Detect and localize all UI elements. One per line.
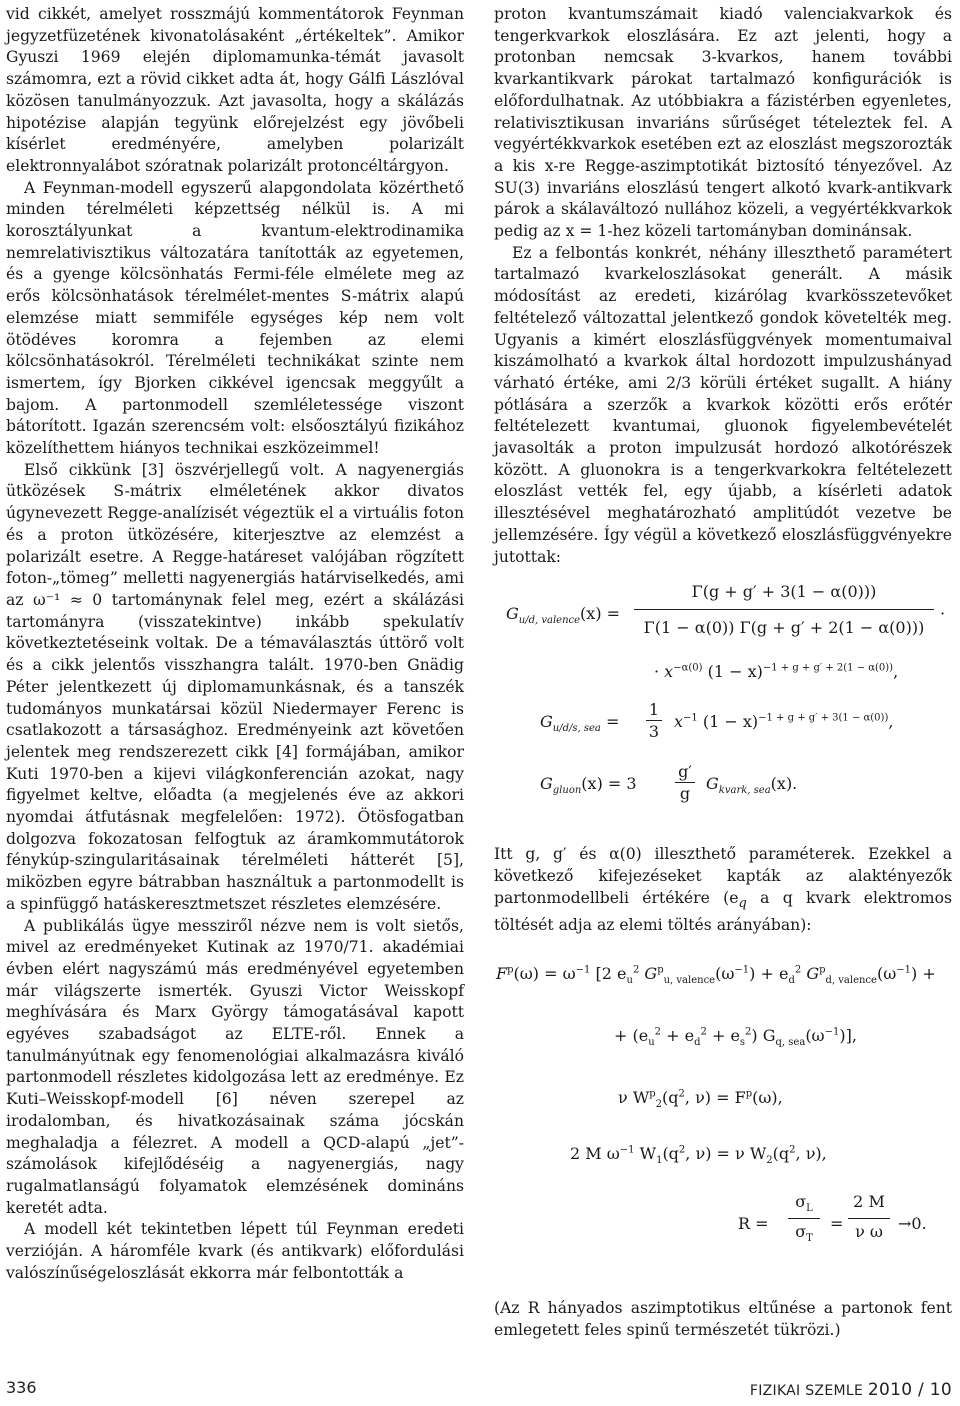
fraction-numerator: 2 M (853, 1192, 885, 1212)
fraction-denominator: ν ω (855, 1222, 883, 1242)
equation-line: + $(e_u^2 + e_d^2 + e_s^2)$ $G_{q, sea}(\omega^{-1})$], (614, 1026, 857, 1049)
equation-tail: →0. (898, 1214, 927, 1234)
equation-lhs: R = (738, 1214, 769, 1234)
paragraph: Ez a felbontás konkrét, néhány illeszthető paramétert tartalmazó kvarkeloszlásokat generált. A másik módosítást az eredeti, kizárólag kvarkösszetevőket feltételező változattal jelentkező gondok követelték meg. Ugyanis a kimért eloszlásfüggvények momentumaival kiszámolható a kvarkok által hordozott impulzushányad várható értéke, ami 2/3 körüli értéket sugallt. A hiány pótlására a szerzők a kvarkok közötti erős erőtér feltételezett kvantumai, gluonok figyelembevételét javasolták a proton impulzusát hordozó alkotórészek között. A gluonokra is a tengerkvarkokra feltételezett eloszlást vették fel, egy újabb, a kísérleti adatok illesztésével meghatározható amplitúdót vezetve be jellemzésére. Így végül a következő eloszlásfüggvényekre jutottak: (494, 243, 952, 566)
paragraph: A modell két tekintetben lépett túl Feynman eredeti verzióján. A háromféle kvark (és antikvark) előfordulási valószínűségeloszlását ekkorra már felbontották a (6, 1220, 464, 1282)
equation-lhs: $G_{gluon}(x) = 3$ (540, 774, 637, 797)
left-column (6, 4, 464, 1284)
equation-line: · $x^{-\alpha(0)}$ $(1 - x)^{-1 + g + g' + 2(1 - \alpha(0))}$, (654, 662, 899, 682)
page-number: 336 (6, 1378, 37, 1397)
page-footer (0, 1378, 960, 1404)
right-column (494, 4, 952, 1342)
paragraph: proton kvantumszámait kiadó valenciakvarkok és tengerkvarkok eloszlására. Ez azt jelenti, hogy a protonban nemcsak 3-kvarkos, hanem további kvarkantikvark párokat tartalmazó konfigurációk is előfordulhatnak. Az utóbbiakra a fázistérben egyenletes, relativisztikusan invariáns sűrűséget tételeztek fel. A vegyértékkvarkok esetében ezt az eloszlást megszorozták a kis x-re Regge-aszimptotikát biztosító tényezővel. Az SU(3) invariáns eloszlású tengert alkotó kvark-antikvark párok a skálaváltozó nullához közeli, a vegyértékkvarkok pedig az x = 1-hez közeli tartományban dominánsak. (494, 5, 952, 241)
fraction-denominator: g (679, 784, 691, 804)
paragraph: Első cikkünk [3] öszvérjellegű volt. A nagyenergiás ütközések S-mátrix elméletének akkor divatos úgynevezett Regge-analízisét végeztük el a virtuális foton és a proton ütközésére, kiterjesztve az elemzést a polarizált esetre. A Regge-határeset valójában rögzített foton-„tömeg” melletti nagyenergiás határviselkedés, ami az ω⁻¹ ≈ 0 tartománynak felel meg, ezért a skálázási tartományra (visszatekintve) inkább spekulatív következtetéseink voltak. De a témaválasztás úttörő volt és a cikk jelentős visszhangra talált. 1970-ben Gnädig Péter jelentkezett új diplomamunkásnak, és a tanszék tudományos munkatársai közül Niedermayer Ferenc is csatlakozott a társasághoz. Eredményeink azt követően jelentek meg rendszerezett cikk [4] formájában, amikor Kuti 1970-ben a kijevi világkonferencián azokat, nagy figyelmet keltve, előadta (a megjelenés éve az akkori nyomdai átfutásnak megfelelően: 1972). Ötösfogatban dolgozva fokozatosan felfogtuk az áramkommutátorok fénykúp-szingularitásainak térelméleti hátterét [5], miközben egyre bátrabban használtuk a partonmodellt is a spinfüggő hatáskeresztmetszet részletes elemzésére. (6, 460, 464, 913)
fraction-denominator: $\sigma_T$ (795, 1222, 813, 1245)
journal-name: FIZIKAI SZEMLE 2010 / 10 (749, 1380, 952, 1400)
fraction-bar (675, 782, 695, 783)
journal-issue: 2010 / 10 (867, 1380, 952, 1400)
paragraph: Itt g, g′ és α(0) illeszthető paraméterek. Ezekkel a következő kifejezéseket kapták az alaktényezők partonmodellbeli értékére ($e_q$ a q kvark elektromos töltését adja az elemi töltés arányában): (494, 845, 952, 934)
equation-lhs: $G_{u/d, valence}(x)$ = (506, 604, 621, 627)
form-factor-equations (494, 948, 952, 1326)
equation-line: ν $W^p_2(q^2$, $\nu) = F^p(\omega)$, (618, 1088, 783, 1111)
fraction-bar (634, 609, 934, 610)
fraction-bar (646, 720, 662, 721)
paragraph: A Feynman-modell egyszerű alapgondolata közérthető minden térelméleti képzettség nélkül is. A mi korosztályunkat a kvantum-elektrodinamika nemrelativisztikus változatára tanították az egyetemen, és a gyenge kölcsönhatás Fermi-féle elmélete meg az erős kölcsönhatások térelmélet-mentes S-mátrix alapú elemzése miatt semmiféle egységes kép nem volt ötödéves koromra a fejemben az elemi kölcsönhatásokról. Térelméleti technikákat szinte nem ismertem, így Bjorken cikkével igencsak meggyűlt a bajom. A partonmodell szemléletessége viszont bátorított. Igazán szerencsém volt: elsőosztályú fizikához közelíthettem hiányos technikai eszközeimmel! (6, 178, 464, 458)
fraction-numerator: g′ (678, 762, 692, 782)
paragraph: A publikálás ügye messziről nézve nem is volt sietős, mivel az eredményeket Kutinak az 1970/71. akadémiai évben elért nagyszámú más eredményével egyetemben már világszerte ismerték. Gyuszi Victor Weisskopf meghívására és Marx György támogatásával kapott egyéves szabadságot az ELTE-ről. Ennek a tanulmányútnak egy fenomenológiai alkalmazásra kiváló partonmodell részletes kidolgozása lett az eredménye. Ez Kuti–Weisskopf-modell [6] néven szerepel az irodalomban, és hivatkozásainak száma jócskán meghaladja a félezret. A modell a QCD-alapú „jet”-számolások kifejlődéséig a nagyenergiás, nagy rugalmatlanságú folyamatok elemzésének domináns keretét adta. (6, 916, 464, 1217)
fraction-denominator: Γ(1 − α(0)) Γ(g + g′ + 2(1 − α(0))) (643, 618, 925, 638)
equation-sign: = (830, 1214, 844, 1234)
distribution-equations (494, 578, 952, 830)
fraction-denominator: 3 (648, 722, 660, 742)
fraction-numerator: $\sigma_L$ (795, 1192, 813, 1215)
fraction-numerator: Γ(g + g′ + 3(1 − α(0))) (691, 582, 877, 602)
equation-line: $x^{-1}$ $(1 - x)^{-1 + g + g' + 3(1 - \alpha(0))}$, (674, 712, 894, 732)
paragraph: vid cikkét, amelyet rosszmájú kommentátorok Feynman jegyzetfüzetének kivonatolásaként „értékeltek”. Amikor Gyuszi 1969 elején diplomamunka-témát javasolt számomra, ezt a rövid cikket adta át, hogy Gálfi Lászlóval közösen tanulmányozzuk. Azt javasolta, hogy a skálázás hipotézise alapján tegyünk előrejelzést egy jövőbeli kísérlet eredményére, amelyben polarizált elektronnyalábot szóratnak polarizált protoncéltárgyon. (6, 5, 464, 175)
equation-line: 2 M $\omega^{-1}$ $W_1(q^2$, ν) = ν $W_2(q^2$, ν), (570, 1144, 827, 1167)
equation-line: $G_{kvark, sea}(x)$. (706, 774, 798, 797)
equation-tail: · (940, 604, 946, 624)
equation-line: $F^p(\omega) = \omega^{-1}$ [2 $e_u^2$ $G^p_{u, valence}(\omega^{-1}) + e_d^2$ $G^p_{d, valence}(\omega^{-1})$ + (496, 964, 936, 987)
paragraph: (Az R hányados aszimptotikus eltűnése a partonok fent emlegetett feles spinű természetét tükrözi.) (494, 1299, 952, 1339)
equation-lhs: $G_{u/d/s, sea}$ = (540, 712, 620, 735)
fraction-bar (848, 1218, 890, 1219)
fraction-numerator: 1 (648, 700, 660, 720)
fraction-bar (788, 1218, 820, 1219)
